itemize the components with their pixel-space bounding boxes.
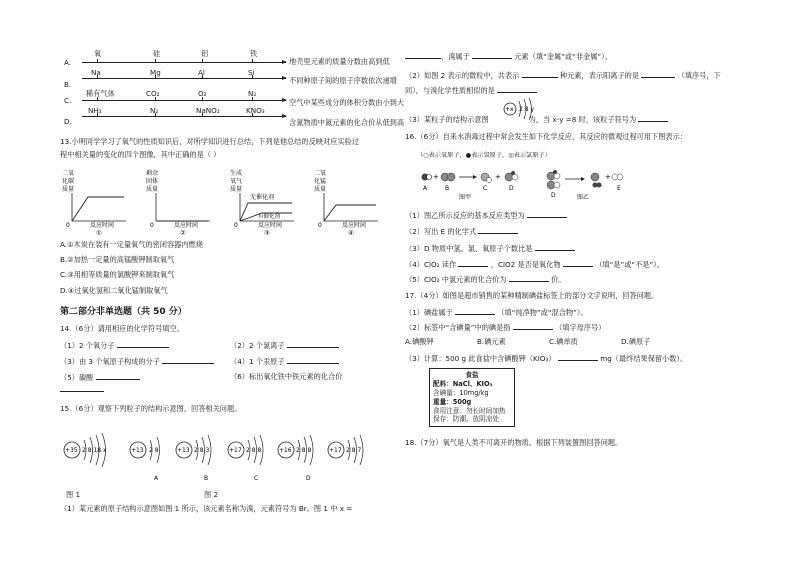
q14-stem: 14.（6分）请用相应的化学符号填空。 [60, 324, 184, 333]
answer-blank[interactable] [527, 210, 567, 218]
q14-item-5: （5）碳酸 [60, 372, 140, 382]
svg-text:+13: +13 [131, 447, 144, 454]
answer-blank[interactable] [558, 353, 598, 361]
item: 硅 [153, 49, 161, 58]
shells-label: 2 8 18 x [82, 447, 107, 454]
q17-3: （3）计算：500 g 此食盐中含碘酸钾（KIO₃） mg（最终结果保留小数）。 [405, 354, 688, 363]
salt-weight: 重量：500g [433, 397, 472, 406]
q15-1-cont: ，溴属于 元素（填“金属”或“非金属”）。 [405, 51, 612, 61]
row-desc: 含氮物质中氮元素的化合价从低到高 [289, 118, 405, 127]
q14-item-6: （6）标出氧化铁中铁元素的化合价 [230, 372, 343, 381]
q16-5: （5）ClO₂ 中氯元素的化合价为 价。 [405, 275, 566, 284]
q13-option-c: C.③用相等质量的氯酸钾来制取氧气 [60, 270, 175, 279]
answer-blank[interactable] [162, 356, 214, 364]
svg-text:2 8 8: 2 8 8 [246, 447, 262, 454]
item: Na [91, 68, 101, 77]
svg-text:化碳: 化碳 [62, 178, 75, 185]
answer-blank[interactable] [60, 384, 104, 394]
svg-text:氧气: 氧气 [230, 178, 243, 185]
svg-text:0: 0 [150, 222, 154, 229]
svg-text:质量: 质量 [146, 186, 159, 193]
atom-d [278, 435, 313, 465]
svg-text:质量: 质量 [314, 186, 327, 193]
nucleus-label: +35 [65, 447, 78, 454]
chart-4 [314, 169, 378, 229]
svg-text:反应时间: 反应时间 [174, 222, 199, 229]
salt-storage: 保存：防潮、放阴凉处 [433, 415, 499, 424]
q13-option-d: D.④过氧化氢和二氧化锰制取氧气 [60, 286, 168, 295]
q16-3: （3）D 物质中氢、氯、氧原子个数比是 [405, 243, 575, 253]
answer-blank[interactable] [117, 340, 169, 348]
answer-blank[interactable] [455, 307, 495, 315]
chart-1 [62, 169, 126, 229]
salt-iodine: 含碘量：10mg/kg [433, 388, 489, 397]
right-column [405, 0, 740, 562]
svg-text:+13: +13 [177, 447, 190, 454]
label-c: C [254, 475, 259, 482]
item: 稀有气体 [86, 89, 115, 98]
atom-b [176, 435, 211, 465]
label-a: A [154, 475, 159, 482]
q14-item-2: （2）2 个氯离子 [230, 340, 339, 350]
item: KNO₃ [246, 106, 265, 115]
item: Al [198, 68, 205, 77]
svg-text:D: D [551, 192, 556, 199]
item: NH₃ [88, 106, 102, 115]
fig-a-caption: 图甲 [459, 194, 472, 201]
q15-structure-diagrams [58, 422, 390, 482]
answer-blank[interactable] [478, 226, 518, 234]
q16-1: （1）图乙所示反应的基本反应类型为 [405, 210, 567, 220]
atom-e [328, 435, 363, 465]
item: Mg [150, 68, 161, 77]
svg-text:2 8 8: 2 8 8 [296, 447, 312, 454]
svg-text:反应时间: 反应时间 [342, 222, 367, 229]
q14-item-1: （1）2 个氧分子 [60, 340, 169, 350]
q16-2: （2）写出 E 的化学式 [405, 226, 518, 236]
chart-3 [230, 169, 294, 229]
svg-text:质量: 质量 [230, 186, 243, 193]
q13-option-b: B.②加热一定量的高锰酸钾制取氧气 [60, 255, 175, 264]
item: O₂ [198, 89, 207, 98]
answer-blank[interactable] [513, 322, 553, 330]
svg-text:2 8 7: 2 8 7 [346, 447, 362, 454]
label-b: B [204, 475, 209, 482]
answer-blank[interactable] [287, 356, 339, 364]
q16-4: （4）ClO₂ 读作 ，ClO2 是否是氧化物 （填“是”或“不是”）。 [405, 260, 664, 269]
q15-stem: 15.（6分）观察下列粒子的结构示意图，回答相关问题。 [60, 404, 242, 413]
q16-reaction-diagrams [417, 163, 637, 201]
answer-blank[interactable] [509, 274, 549, 282]
svg-text:+: + [495, 173, 501, 181]
answer-blank[interactable] [535, 243, 575, 251]
item: N₂ [248, 89, 257, 98]
salt-usage: 食用注意：勿长时间加热 [433, 406, 506, 415]
q17-options [405, 337, 705, 346]
svg-text:+17: +17 [229, 447, 242, 454]
arrow-line [82, 100, 286, 101]
item: 氧 [94, 49, 102, 58]
q17-option-d: D.碘原子 [621, 337, 651, 346]
svg-text:A: A [423, 185, 428, 192]
chart-origin: 0 [66, 222, 70, 229]
fig2-caption: 图 2 [204, 490, 219, 499]
item: Si [248, 68, 255, 77]
q14-item-4: （4）1 个汞原子 [230, 356, 339, 366]
salt-label-box [429, 368, 515, 427]
row-label: C. [64, 96, 72, 105]
svg-text:2 8 3: 2 8 3 [194, 447, 210, 454]
q16-stem: 16.（6分）自来水消毒过程中常会发生如下化学反应，其反应的微观过程可用下图表示： [405, 132, 687, 141]
answer-blank[interactable] [497, 85, 537, 93]
q14-item-3: （3）由 3 个氧原子构成的分子 [60, 356, 214, 366]
salt-title: 食盐 [465, 371, 479, 379]
svg-text:C: C [483, 185, 488, 192]
q15-question-1: （1）某元素的原子结构示意图如图 1 所示，该元素名称为溴，元素符号为 Br。图 1 中 x = [60, 504, 353, 513]
svg-text:+: + [605, 173, 611, 181]
row-desc: 地壳里元素的质量分数由高到低 [289, 57, 390, 66]
svg-text:+16: +16 [279, 447, 292, 454]
answer-blank[interactable] [638, 114, 668, 122]
q13-option-a: A.①木炭在装有一定量氧气的密闭容器内燃烧 [60, 240, 203, 249]
item: CO₂ [146, 89, 160, 98]
svg-text:E: E [617, 185, 621, 192]
q13-stem-line2: 程中相关量的变化的四个图像，其中正确的是（ ） [60, 150, 221, 159]
shells-label: 2 8 y [519, 106, 534, 113]
q15-3: （3）某粒子的结构示意图 为，当 x-y =8 时，该粒子符号为 [405, 114, 668, 124]
chart-3-ann1: 无催化剂 [250, 194, 275, 201]
answer-blank[interactable] [458, 259, 488, 267]
answer-blank[interactable] [563, 259, 593, 267]
arrow-line [82, 116, 286, 117]
q17-option-b: B.碘元素 [477, 337, 506, 346]
q17-stem: 17.（4分）如图是超市销售的某种精制碘盐标签上的部分文字说明，回答问题。 [405, 291, 659, 300]
row-label: D. [64, 117, 72, 126]
q17-2: （2）标签中“含碘量”中的碘是指 （填字母序号） [405, 323, 606, 332]
chart-3-num: ③ [264, 229, 270, 237]
q17-option-a: A.碘酸钾 [405, 337, 434, 346]
answer-blank[interactable] [287, 340, 339, 348]
q16-legend: （○表示氧原子，●表示氢原子，◎表示氯原子） [417, 152, 551, 159]
svg-text:化锰: 化锰 [314, 178, 327, 185]
chart-4-curve [324, 205, 376, 221]
chart-3-ann2: 有催化剂 [258, 214, 281, 220]
row-desc: 不同种原子间的原子序数依次递增 [289, 76, 397, 85]
answer-blank[interactable] [405, 51, 441, 59]
q13-charts [58, 167, 388, 237]
q17-1: （1）碘盐属于 （填“纯净物”或“混合物”）。 [405, 308, 588, 317]
q15-2-cont: 同），与溴化学性质相似的是 [405, 85, 537, 95]
svg-text:生成: 生成 [230, 170, 243, 177]
chart-1-xlabel: 反应时间 [90, 222, 115, 229]
answer-blank[interactable] [472, 51, 512, 59]
row-label: A. [64, 58, 72, 67]
q18-stem: 18.（7分）氧气是人类不可离开的物质。根据下列装置图回答问题。 [405, 438, 623, 447]
item: 铝 [201, 49, 209, 58]
svg-text:质量: 质量 [62, 186, 75, 193]
q17-option-c: C.碘单质 [549, 337, 578, 346]
svg-text:B: B [445, 185, 450, 192]
nucleus-label: +x [505, 106, 514, 113]
svg-text:+: + [433, 173, 439, 181]
q15-2: （2）如图 2 表示的微粒中，共表示 种元素，表示阳离子的是 （填序号，下 [405, 71, 721, 80]
svg-text:反应时间: 反应时间 [258, 222, 283, 229]
figure-b [547, 170, 623, 201]
answer-blank[interactable] [96, 372, 140, 380]
atom-a [130, 437, 160, 463]
answer-blank[interactable] [641, 70, 675, 78]
chart-4-num: ④ [348, 229, 354, 237]
svg-text:二氧: 二氧 [314, 170, 327, 177]
part2-heading: 第二部分非单选题（共 50 分） [60, 307, 187, 317]
chart-1-num: ① [96, 229, 102, 237]
fig1-caption: 图 1 [66, 490, 81, 499]
svg-text:2 8: 2 8 [149, 447, 159, 454]
atom-c [228, 435, 263, 465]
q13-stem-line1: 13.小明同学学习了氧气的性质知识后，对所学知识进行总结，下列是他总结的反映对应实验过 [60, 137, 359, 146]
svg-text:固体: 固体 [146, 178, 159, 185]
svg-text:+17: +17 [329, 447, 342, 454]
item: NaNO₂ [196, 106, 220, 115]
row-desc: 空气中某些成分的体积分数由小到大 [289, 98, 405, 107]
answer-blank[interactable] [522, 70, 558, 78]
chart-2-num: ② [180, 229, 186, 237]
item: 铁 [250, 49, 258, 58]
figure-a [422, 171, 519, 201]
atom-fig1 [64, 433, 107, 467]
left-column [58, 0, 405, 562]
chart-1-curve [72, 197, 124, 221]
svg-text:D: D [509, 185, 514, 192]
arrow-line [82, 78, 286, 79]
svg-text:0: 0 [318, 222, 322, 229]
chart-2 [146, 169, 210, 229]
arrow-line [82, 62, 286, 63]
chart-1-ylabel: 二氧 [62, 170, 75, 177]
label-d: D [306, 475, 311, 482]
item: N₂ [150, 106, 159, 115]
row-label: B. [64, 80, 72, 89]
svg-text:0: 0 [234, 222, 238, 229]
svg-text:剩余: 剩余 [146, 170, 159, 177]
fig-b-caption: 图乙 [577, 194, 590, 201]
salt-ingredients: 配料：NaCl、KIO₃ [433, 379, 493, 388]
